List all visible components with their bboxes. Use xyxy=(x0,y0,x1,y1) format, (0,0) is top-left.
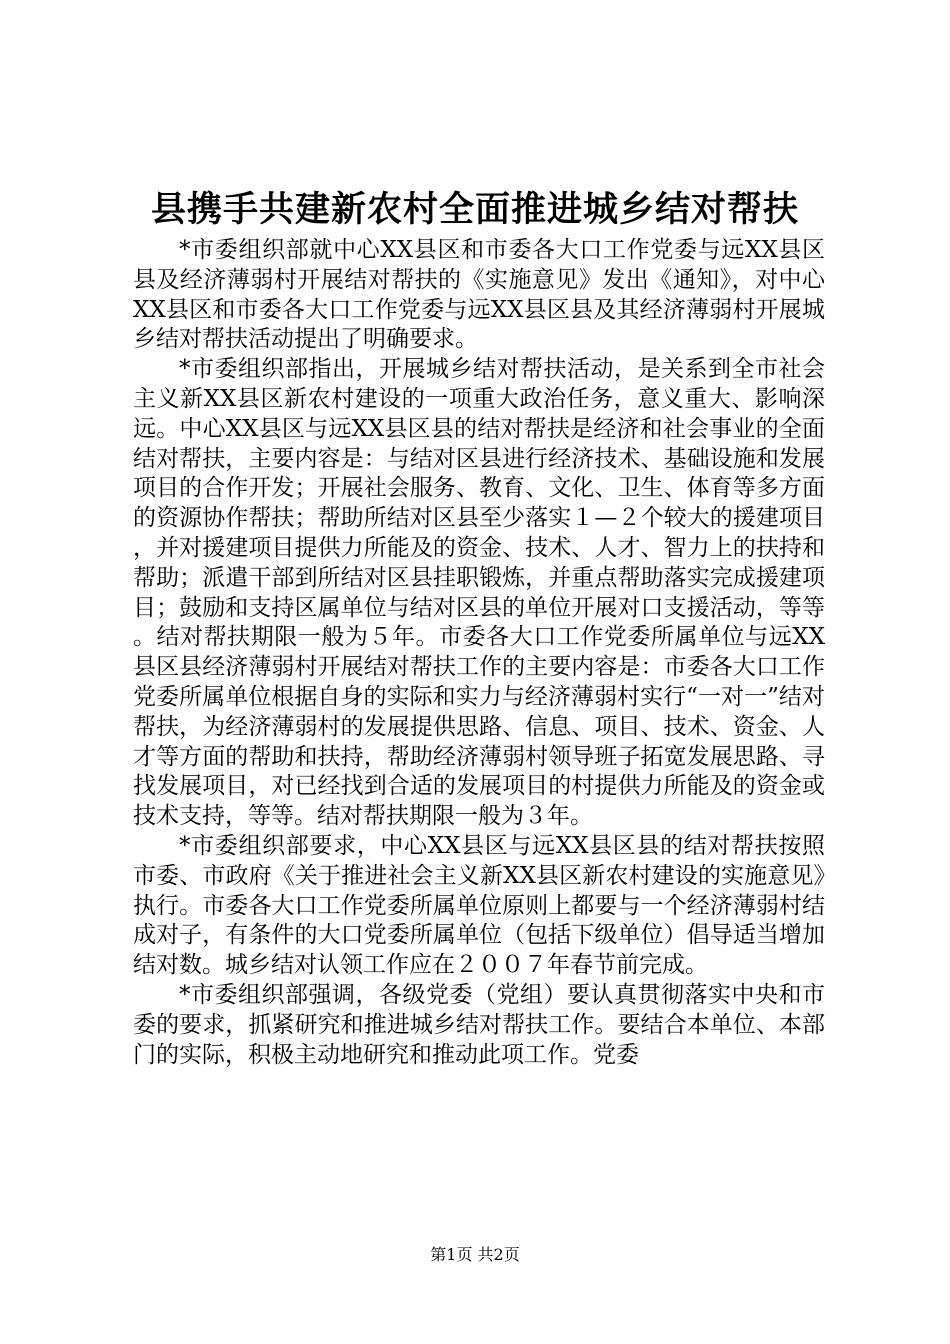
page-number-footer: 第1页 共2页 xyxy=(430,1245,520,1264)
paragraph-4: *市委组织部强调，各级党委（党组）要认真贯彻落实中央和市委的要求，抓紧研究和推进城乡结对帮扶工作。要结合本单位、本部门的实际，积极主动地研究和推动此项工作。党委 xyxy=(133,981,825,1068)
document-title: 县携手共建新农村全面推进城乡结对帮扶 xyxy=(150,189,799,230)
paragraph-3: *市委组织部要求，中心XX县区与远XX县区县的结对帮扶按照市委、市政府《关于推进社会主义新XX县区新农村建设的实施意见》执行。市委各大口工作党委所属单位原则上都要与一个经济薄弱村结成对子，有条件的大口党委所属单位（包括下级单位）倡导适当增加结对数。城乡结对认领工作应在２００７年春节前完成。 xyxy=(133,832,825,979)
document-body xyxy=(133,236,825,1070)
paragraph-2: *市委组织部指出，开展城乡结对帮扶活动，是关系到全市社会主义新XX县区新农村建设的一项重大政治任务，意义重大、影响深远。中心XX县区与远XX县区县的结对帮扶是经济和社会事业的全面结对帮扶，主要内容是：与结对区县进行经济技术、基础设施和发展项目的合作开发；开展社会服务、教育、文化、卫生、体育等多方面的资源协作帮扶；帮助所结对区县至少落实１—２个较大的援建项目，并对援建项目提供力所能及的资金、技术、人才、智力上的扶持和帮助；派遣干部到所结对区县挂职锻炼，并重点帮助落实完成援建项目；鼓励和支持区属单位与结对区县的单位开展对口支援活动，等等。结对帮扶期限一般为５年。市委各大口工作党委所属单位与远XX县区县经济薄弱村开展结对帮扶工作的主要内容是：市委各大口工作党委所属单位根据自身的实际和实力与经济薄弱村实行“一对一”结对帮扶，为经济薄弱村的发展提供思路、信息、项目、技术、资金、人才等方面的帮助和扶持，帮助经济薄弱村领导班子拓宽发展思路、寻找发展项目，对已经找到合适的发展项目的村提供力所能及的资金或技术支持，等等。结对帮扶期限一般为３年。 xyxy=(133,356,825,830)
paragraph-1: *市委组织部就中心XX县区和市委各大口工作党委与远XX县区县及经济薄弱村开展结对帮扶的《实施意见》发出《通知》，对中心XX县区和市委各大口工作党委与远XX县区县及其经济薄弱村开展城乡结对帮扶活动提出了明确要求。 xyxy=(133,237,825,353)
